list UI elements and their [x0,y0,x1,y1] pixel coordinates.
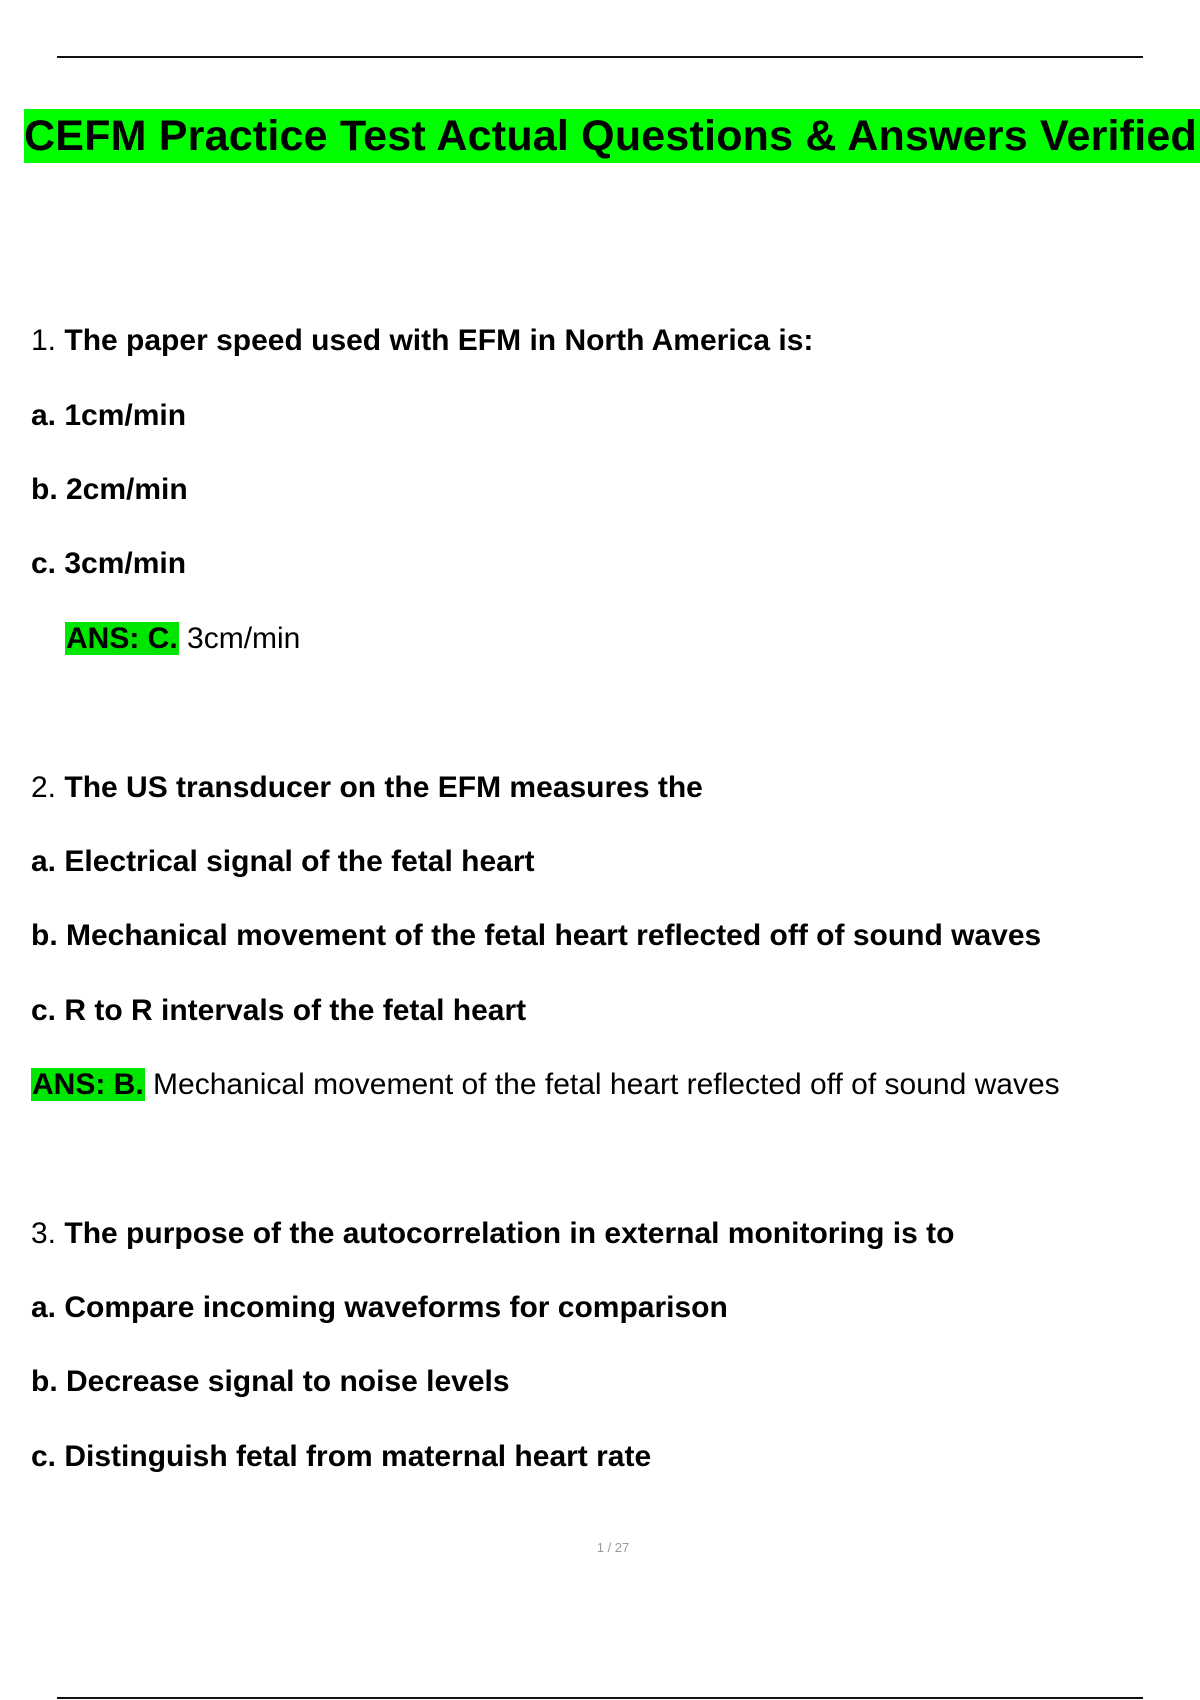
question-2-text: The US transducer on the EFM measures the [64,771,703,804]
question-1-answer [65,621,300,657]
question-3-option-a: a. Compare incoming waveforms for comparison [31,1291,728,1324]
page-number: 1 / 27 [596,1540,630,1555]
question-2-option-b: b. Mechanical movement of the fetal heart reflected off of sound waves [31,919,1042,952]
question-2 [31,770,703,806]
question-1-text: The paper speed used with EFM in North America is: [64,324,814,357]
question-2-number: 2. [31,771,57,804]
question-1-answer-text: 3cm/min [187,622,301,655]
question-2-answer-text: Mechanical movement of the fetal heart reflected off of sound waves [153,1068,1060,1101]
question-1-option-a: a. 1cm/min [31,399,187,432]
question-2-option-a: a. Electrical signal of the fetal heart [31,845,535,878]
question-2-answer [31,1067,1060,1103]
question-1-number: 1. [31,324,57,357]
question-3 [31,1216,954,1252]
question-1-option-b: b. 2cm/min [31,473,188,506]
footer-rule [57,1697,1143,1699]
question-2-option-c: c. R to R intervals of the fetal heart [31,994,527,1027]
header-rule [57,56,1143,58]
document-title: CEFM Practice Test Actual Questions & Answers Verified [24,109,1200,163]
question-1-option-c: c. 3cm/min [31,547,187,580]
question-3-option-b: b. Decrease signal to noise levels [31,1365,510,1398]
question-3-option-c: c. Distinguish fetal from maternal heart rate [31,1440,652,1473]
question-1-answer-key: ANS: C. [66,622,178,655]
question-2-answer-key: ANS: B. [32,1068,144,1101]
question-1 [31,323,813,359]
question-3-number: 3. [31,1217,57,1250]
question-3-text: The purpose of the autocorrelation in external monitoring is to [64,1217,955,1250]
